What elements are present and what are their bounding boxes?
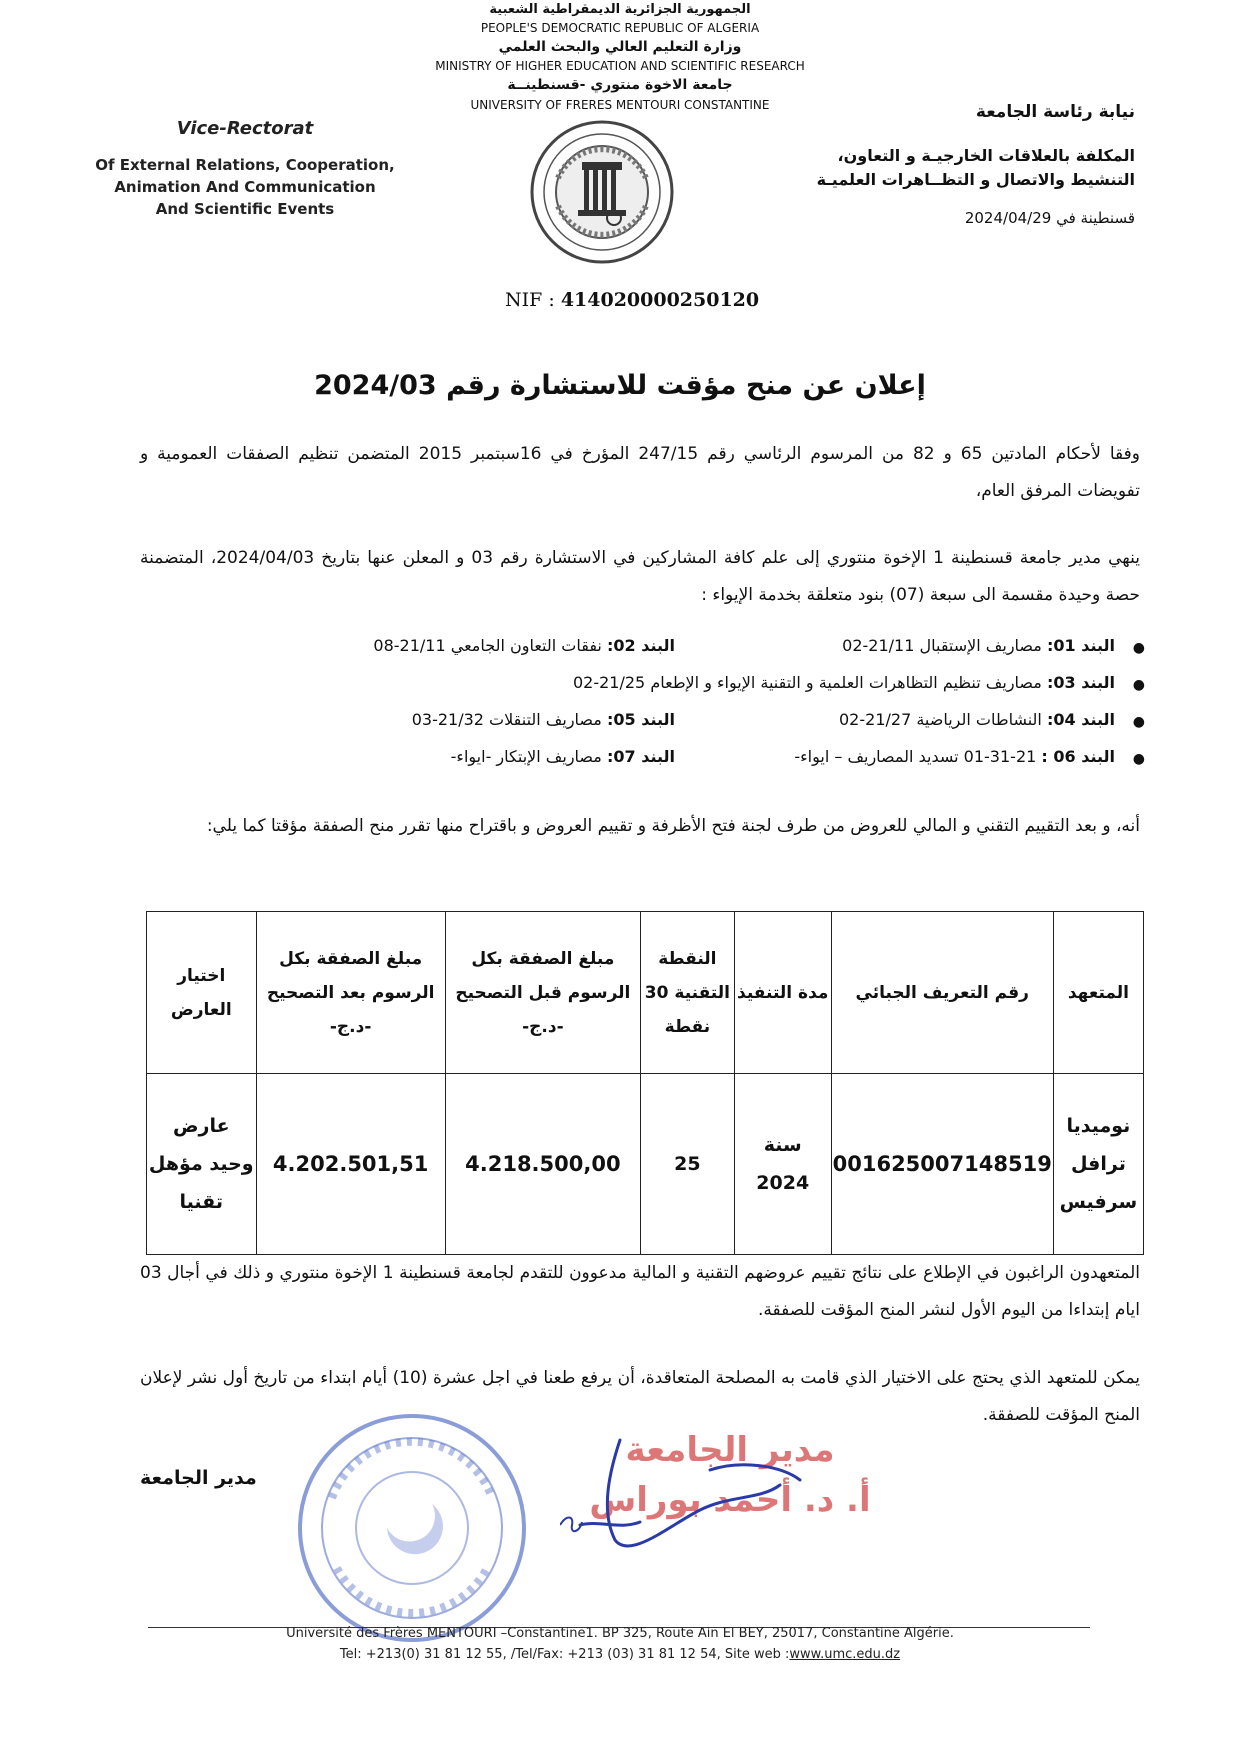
paragraph-results-access: المتعهدون الراغبون في الإطلاع على نتائج تقييم عروضهم التقنية و المالية مدعوون للتقدم لجامعة قسنطينة 1 الإخوة منتوري و ذلك في أجال 03 ايام إبتداءا من اليوم الأول لنشر المنح المؤقت للصفقة. [140,1263,1140,1320]
nif [505,289,759,311]
vice-rectorat-line3: And Scientific Events [155,200,335,218]
document-date: قسنطينة في 2024/04/29 [964,209,1135,227]
vice-rectorat-title: Vice-Rectorat [176,118,314,139]
header-amount-before: مبلغ الصفقة بكل الرسوم قبل التصحيح -د.ج- [445,912,640,1074]
director-label: مدير الجامعة [140,1467,257,1489]
signature-icon [560,1430,860,1570]
items-row-3 [215,710,1145,747]
list-item: البند 05: مصاريف التنقلات 21/32-03 [411,710,675,729]
paragraph-evaluation: أنه، و بعد التقييم التقني و المالي للعروض من طرف لجنة فتح الأظرفة و تقييم العروض و باقتراح منها تقرر منح الصفقة مؤقتا كما يلي: [206,816,1140,836]
list-item: البند 06 : 21-31-01 تسديد المصاريف – ايواء- [794,747,1115,766]
ministry-ar: وزارة التعليم العالي والبحث العلمي [498,39,742,55]
list-item: البند 02: نفقات التعاون الجامعي 21/11-08 [373,636,675,655]
vice-rectorat-ar-line1: المكلفة بالعلاقات الخارجيـة و التعاون، [837,146,1135,165]
header-tech-score: النقطة التقنية 30 نقطة [640,912,734,1074]
header-amount-after: مبلغ الصفقة بكل الرسوم بعد التصحيح -د.ج- [256,912,445,1074]
header-selection: اختيار العارض [147,912,257,1074]
cell-tax-id: 001625007148519 [831,1074,1053,1255]
bullet-icon: ● [1132,677,1145,693]
director-stamp-title: مدير الجامعة [625,1430,835,1470]
list-item: البند 07: مصاريف الإبتكار -ايواء- [450,747,675,766]
vice-rectorat-line2: Animation And Communication [114,178,376,196]
footer-phone: Tel: +213(0) 31 81 12 55, /Tel/Fax: +213 (03) 31 81 12 54, Site web : [339,1647,790,1662]
bullet-icon: ● [1132,640,1145,656]
award-table [146,911,1144,1255]
cell-bidder: نوميديا ترافل سرفيس [1053,1074,1143,1255]
cell-tech-score: 25 [640,1074,734,1255]
cell-selection: عارض وحيد مؤهل تقنيا [147,1074,257,1255]
list-item: البند 03: مصاريف تنظيم التظاهرات العلمية و التقنية الإيواء و الإطعام 21/25-02 [572,673,1115,692]
cell-amount-after: 4.202.501,51 [256,1074,445,1255]
paragraph-appeal: يمكن للمتعهد الذي يحتج على الاختيار الذي قامت به المصلحة المتعاقدة، أن يرفع طعنا في اجل عشرة (10) أيام ابتداء من تاريخ أول نشر لإعلان المنح المؤقت للصفقة. [140,1368,1140,1425]
cell-amount-before: 4.218.500,00 [445,1074,640,1255]
header-duration: مدة التنفيذ [734,912,831,1074]
list-item: البند 01: مصاريف الإستقبال 21/11-02 [842,636,1115,655]
header-bidder: المتعهد [1053,912,1143,1074]
page-title: إعلان عن منح مؤقت للاستشارة رقم 2024/03 [314,370,926,401]
republic-en: PEOPLE'S DEMOCRATIC REPUBLIC OF ALGERIA [480,21,760,35]
footer-address: Université des Frères MENTOURI –Constantine1. BP 325, Route Ain El BEY, 25017, Constantine Algérie. [286,1626,954,1641]
paragraph-announcement: ينهي مدير جامعة قسنطينة 1 الإخوة منتوري إلى علم كافة المشاركين في الاستشارة رقم 03 و المعلن عنها بتاريخ 2024/04/03، المتضمنة حصة وحيدة مقسمة الى سبعة (07) بنود متعلقة بخدمة الإيواء : [140,548,1140,605]
bullet-icon: ● [1132,714,1145,730]
website-link[interactable]: www.umc.edu.dz [789,1647,901,1662]
cell-duration: سنة 2024 [734,1074,831,1255]
items-list [215,636,1145,784]
handwritten-signature [560,1430,860,1570]
list-item: البند 04: النشاطات الرياضية 21/27-02 [839,710,1115,729]
vice-rectorat-block [95,118,395,220]
official-seal-icon [292,1408,532,1648]
vice-rectorat-ar-block [805,100,1135,230]
nif-label: NIF : [505,289,555,311]
official-seal [292,1408,532,1648]
items-row-2 [215,673,1145,710]
republic-ar: الجمهورية الجزائرية الديمقراطية الشعبية [489,2,751,17]
header-tax-id: رقم التعريف الجبائي [831,912,1053,1074]
university-logo-icon [528,118,676,266]
director-stamp-name: أ. د. أحمد بوراس [589,1480,871,1520]
bullet-icon: ● [1132,751,1145,767]
vice-rectorat-ar-line2: التنشيط والاتصال و التظــاهرات العلميـة [816,170,1135,189]
paragraph-legal-basis: وفقا لأحكام المادتين 65 و 82 من المرسوم الرئاسي رقم 247/15 المؤرخ في 16سبتمبر 2015 المتضمن تنظيم الصفقات العمومية و تفويضات المرفق العام، [140,444,1140,501]
vice-rectorat-ar-title: نيابة رئاسة الجامعة [975,102,1135,122]
table-row [147,1074,1144,1255]
items-row-4 [215,747,1145,784]
university-ar: جامعة الاخوة منتوري -قسنطينــة [507,77,733,93]
ministry-en: MINISTRY OF HIGHER EDUCATION AND SCIENTIFIC RESEARCH [435,59,805,73]
items-row-1 [215,636,1145,673]
nif-value: 414020000250120 [560,289,760,311]
university-logo [528,118,676,266]
footer-contact [0,1645,1240,1665]
table-header-row [147,912,1144,1074]
university-en: UNIVERSITY OF FRERES MENTOURI CONSTANTINE [470,98,770,112]
vice-rectorat-line1: Of External Relations, Cooperation, [95,156,395,174]
